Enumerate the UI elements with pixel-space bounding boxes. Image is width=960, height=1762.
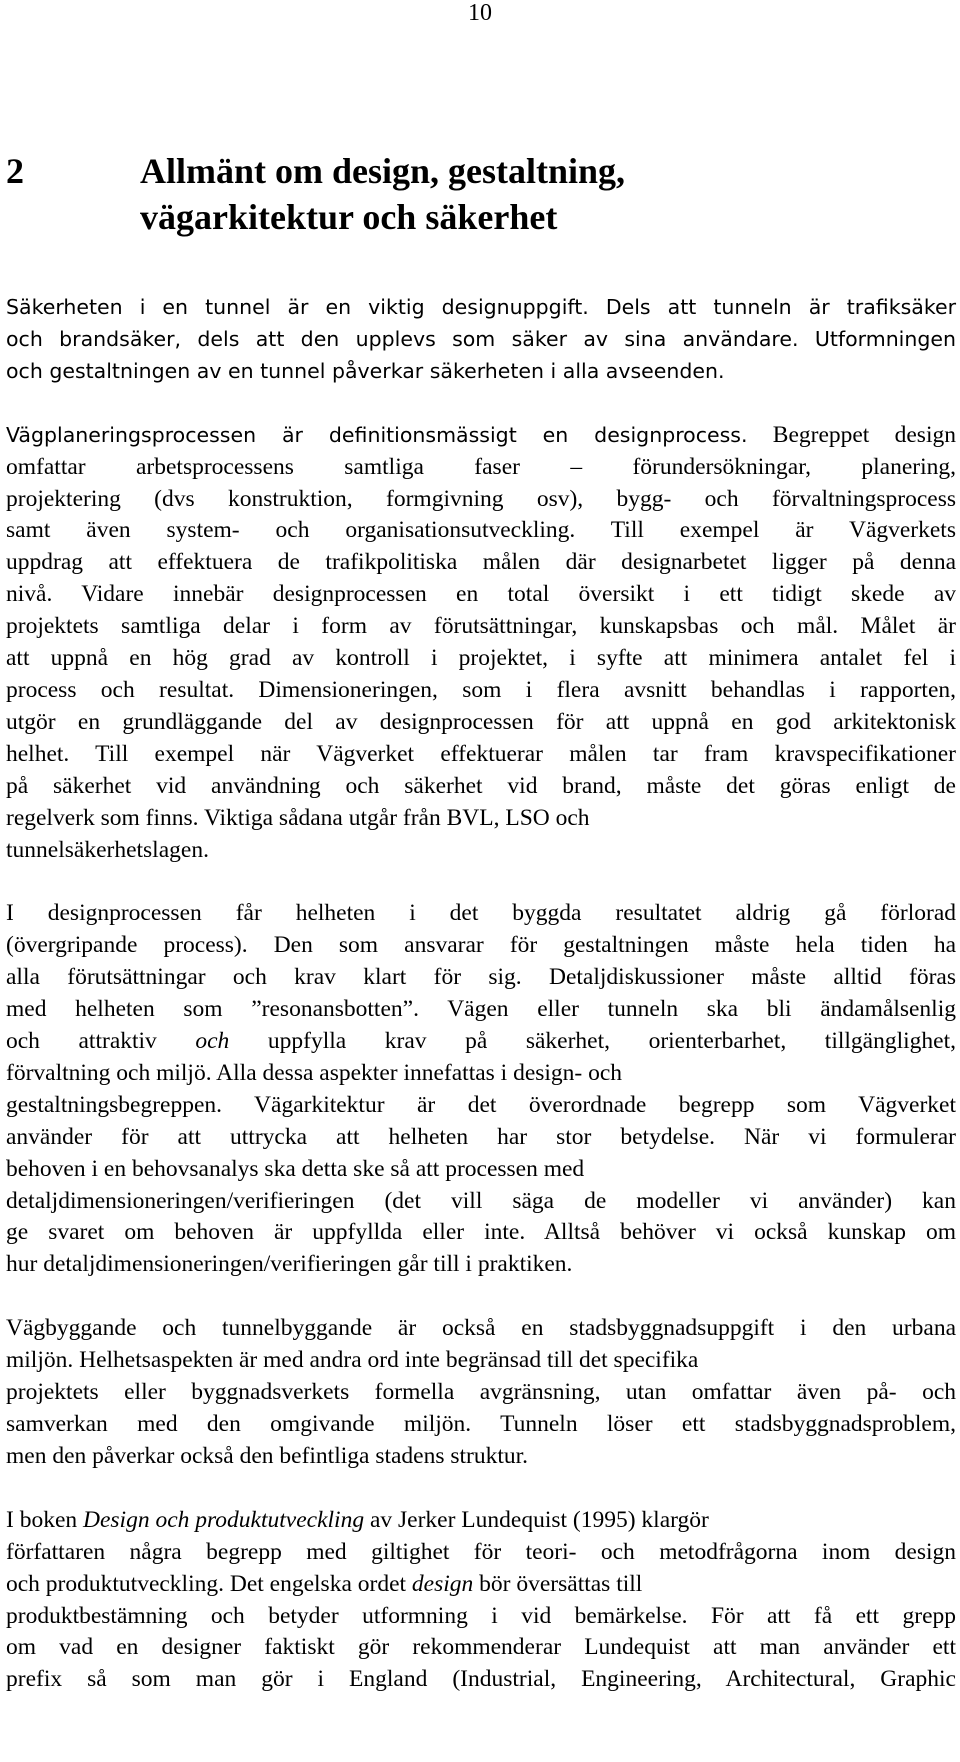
emphasis: Design och produktutveckling [83,1506,365,1533]
text-line: process och resultat. Dimensioneringen, som i flera avsnitt behandlas i rapporten, [6,676,956,703]
text-line [6,1026,956,1058]
text-span: och attraktiv [6,1028,196,1055]
text-line: hur detaljdimensioneringen/verifieringen går till i praktiken. [6,1251,573,1278]
text-line: men den påverkar också den befintliga stadens struktur. [6,1442,529,1469]
text-line: projektering (dvs konstruktion, formgivning osv), bygg- och förvaltningsprocess [6,485,956,512]
paragraph [6,1505,956,1696]
text-line: behoven i en behovsanalys ska detta ske så att processen med [6,1155,585,1182]
text-line [6,1569,956,1601]
text-line: I designprocessen får helheten i det byggda resultatet aldrig gå förlorad [6,900,956,927]
text-line: på säkerhet vid användning och säkerhet vid brand, måste det göras enligt de [6,772,956,799]
body-text [6,292,956,1728]
emphasis: design [411,1570,474,1597]
text-line: utgör en grundläggande del av designprocessen för att uppnå en god arkitektonisk [6,708,956,735]
text-line: omfattar arbetsprocessens samtliga faser – förundersökningar, planering, [6,453,956,480]
text-line: Vägbyggande och tunnelbyggande är också en stadsbyggnadsuppgift i den urbana [6,1315,956,1342]
text-line: helhet. Till exempel när Vägverket effektuerar målen tar fram kravspecifikationer [6,740,956,767]
text-span: Vägplaneringsprocessen är definitionsmässigt en designprocess. [6,422,748,447]
text-span: I boken [6,1506,84,1533]
text-line: projektets samtliga delar i form av förutsättningar, kunskapsbas och mål. Målet är [6,613,956,640]
text-line: produktbestämning och betyder utformning i vid bemärkelse. För att få ett grepp [6,1602,956,1629]
text-line: detaljdimensioneringen/verifieringen (det vill säga de modeller vi använder) kan [6,1187,956,1214]
text-line: regelverk som finns. Viktiga sådana utgår från BVL, LSO och [6,804,590,831]
text-line: förvaltning och miljö. Alla dessa aspekter innefattas i design- och [6,1059,623,1086]
text-span: Begreppet design [747,421,956,448]
emphasis: och [195,1028,230,1055]
text-line: använder för att uttrycka att helheten har stor betydelse. När vi formulerar [6,1123,956,1150]
text-line: författaren några begrepp med giltighet för teori- och metodfrågorna inom design [6,1538,956,1565]
text-line [6,420,956,452]
text-line: projektets eller byggnadsverkets formella avgränsning, utan omfattar även på- och [6,1379,956,1406]
text-line [6,1505,956,1537]
text-line: samt även system- och organisationsutveckling. Till exempel är Vägverkets [6,517,956,544]
text-line: med helheten som ”resonansbotten”. Vägen eller tunneln ska bli ändamålsenlig [6,996,956,1023]
paragraph [6,420,956,867]
text-line: prefix så som man gör i England (Industrial, Engineering, Architectural, Graphic [6,1666,956,1693]
text-line: ge svaret om behoven är uppfyllda eller inte. Alltså behöver vi också kunskap om [6,1219,956,1246]
text-line: om vad en designer faktiskt gör rekommenderar Lundequist att man använder ett [6,1634,956,1661]
text-line: samverkan med den omgivande miljön. Tunneln löser ett stadsbyggnadsproblem, [6,1411,956,1437]
text-line: att uppnå en hög grad av kontroll i projektet, i syfte att minimera antalet fel i [6,645,956,672]
text-line: och gestaltningen av en tunnel påverkar säkerheten i alla avseenden. [6,358,725,383]
text-span: av Jerker Lundequist (1995) klargör [364,1506,709,1533]
paragraph [6,292,956,388]
chapter-heading [6,148,946,240]
paragraph [6,1313,956,1473]
text-line: alla förutsättningar och krav klart för sig. Detaljdiskussioner måste alltid föras [6,964,956,991]
chapter-number: 2 [6,151,24,191]
text-line: Säkerheten i en tunnel är en viktig designuppgift. Dels att tunneln är trafiksäker [6,295,956,319]
text-line: gestaltningsbegreppen. Vägarkitektur är det överordnade begrepp som Vägverket [6,1091,956,1118]
text-span: bör översättas till [473,1570,643,1597]
text-line: och brandsäker, dels att den upplevs som säker av sina användare. Utformningen [6,326,956,351]
paragraph [6,898,956,1281]
text-line: miljön. Helhetsaspekten är med andra ord inte begränsad till det specifika [6,1347,699,1374]
text-line: (övergripande process). Den som ansvarar för gestaltningen måste hela tiden ha [6,932,956,959]
text-line: nivå. Vidare innebär designprocessen en total översikt i ett tidigt skede av [6,581,956,608]
text-span: uppfylla krav på säkerhet, orienterbarhet, tillgänglighet, [229,1028,956,1055]
page-number: 10 [468,0,492,26]
text-line: tunnelsäkerhetslagen. [6,836,209,863]
chapter-title: Allmänt om design, gestaltning, vägarkitektur och säkerhet [140,151,626,237]
text-line: uppdrag att effektuera de trafikpolitiska målen där designarbetet ligger på denna [6,549,956,576]
text-span: och produktutveckling. Det engelska ordet [6,1570,412,1597]
